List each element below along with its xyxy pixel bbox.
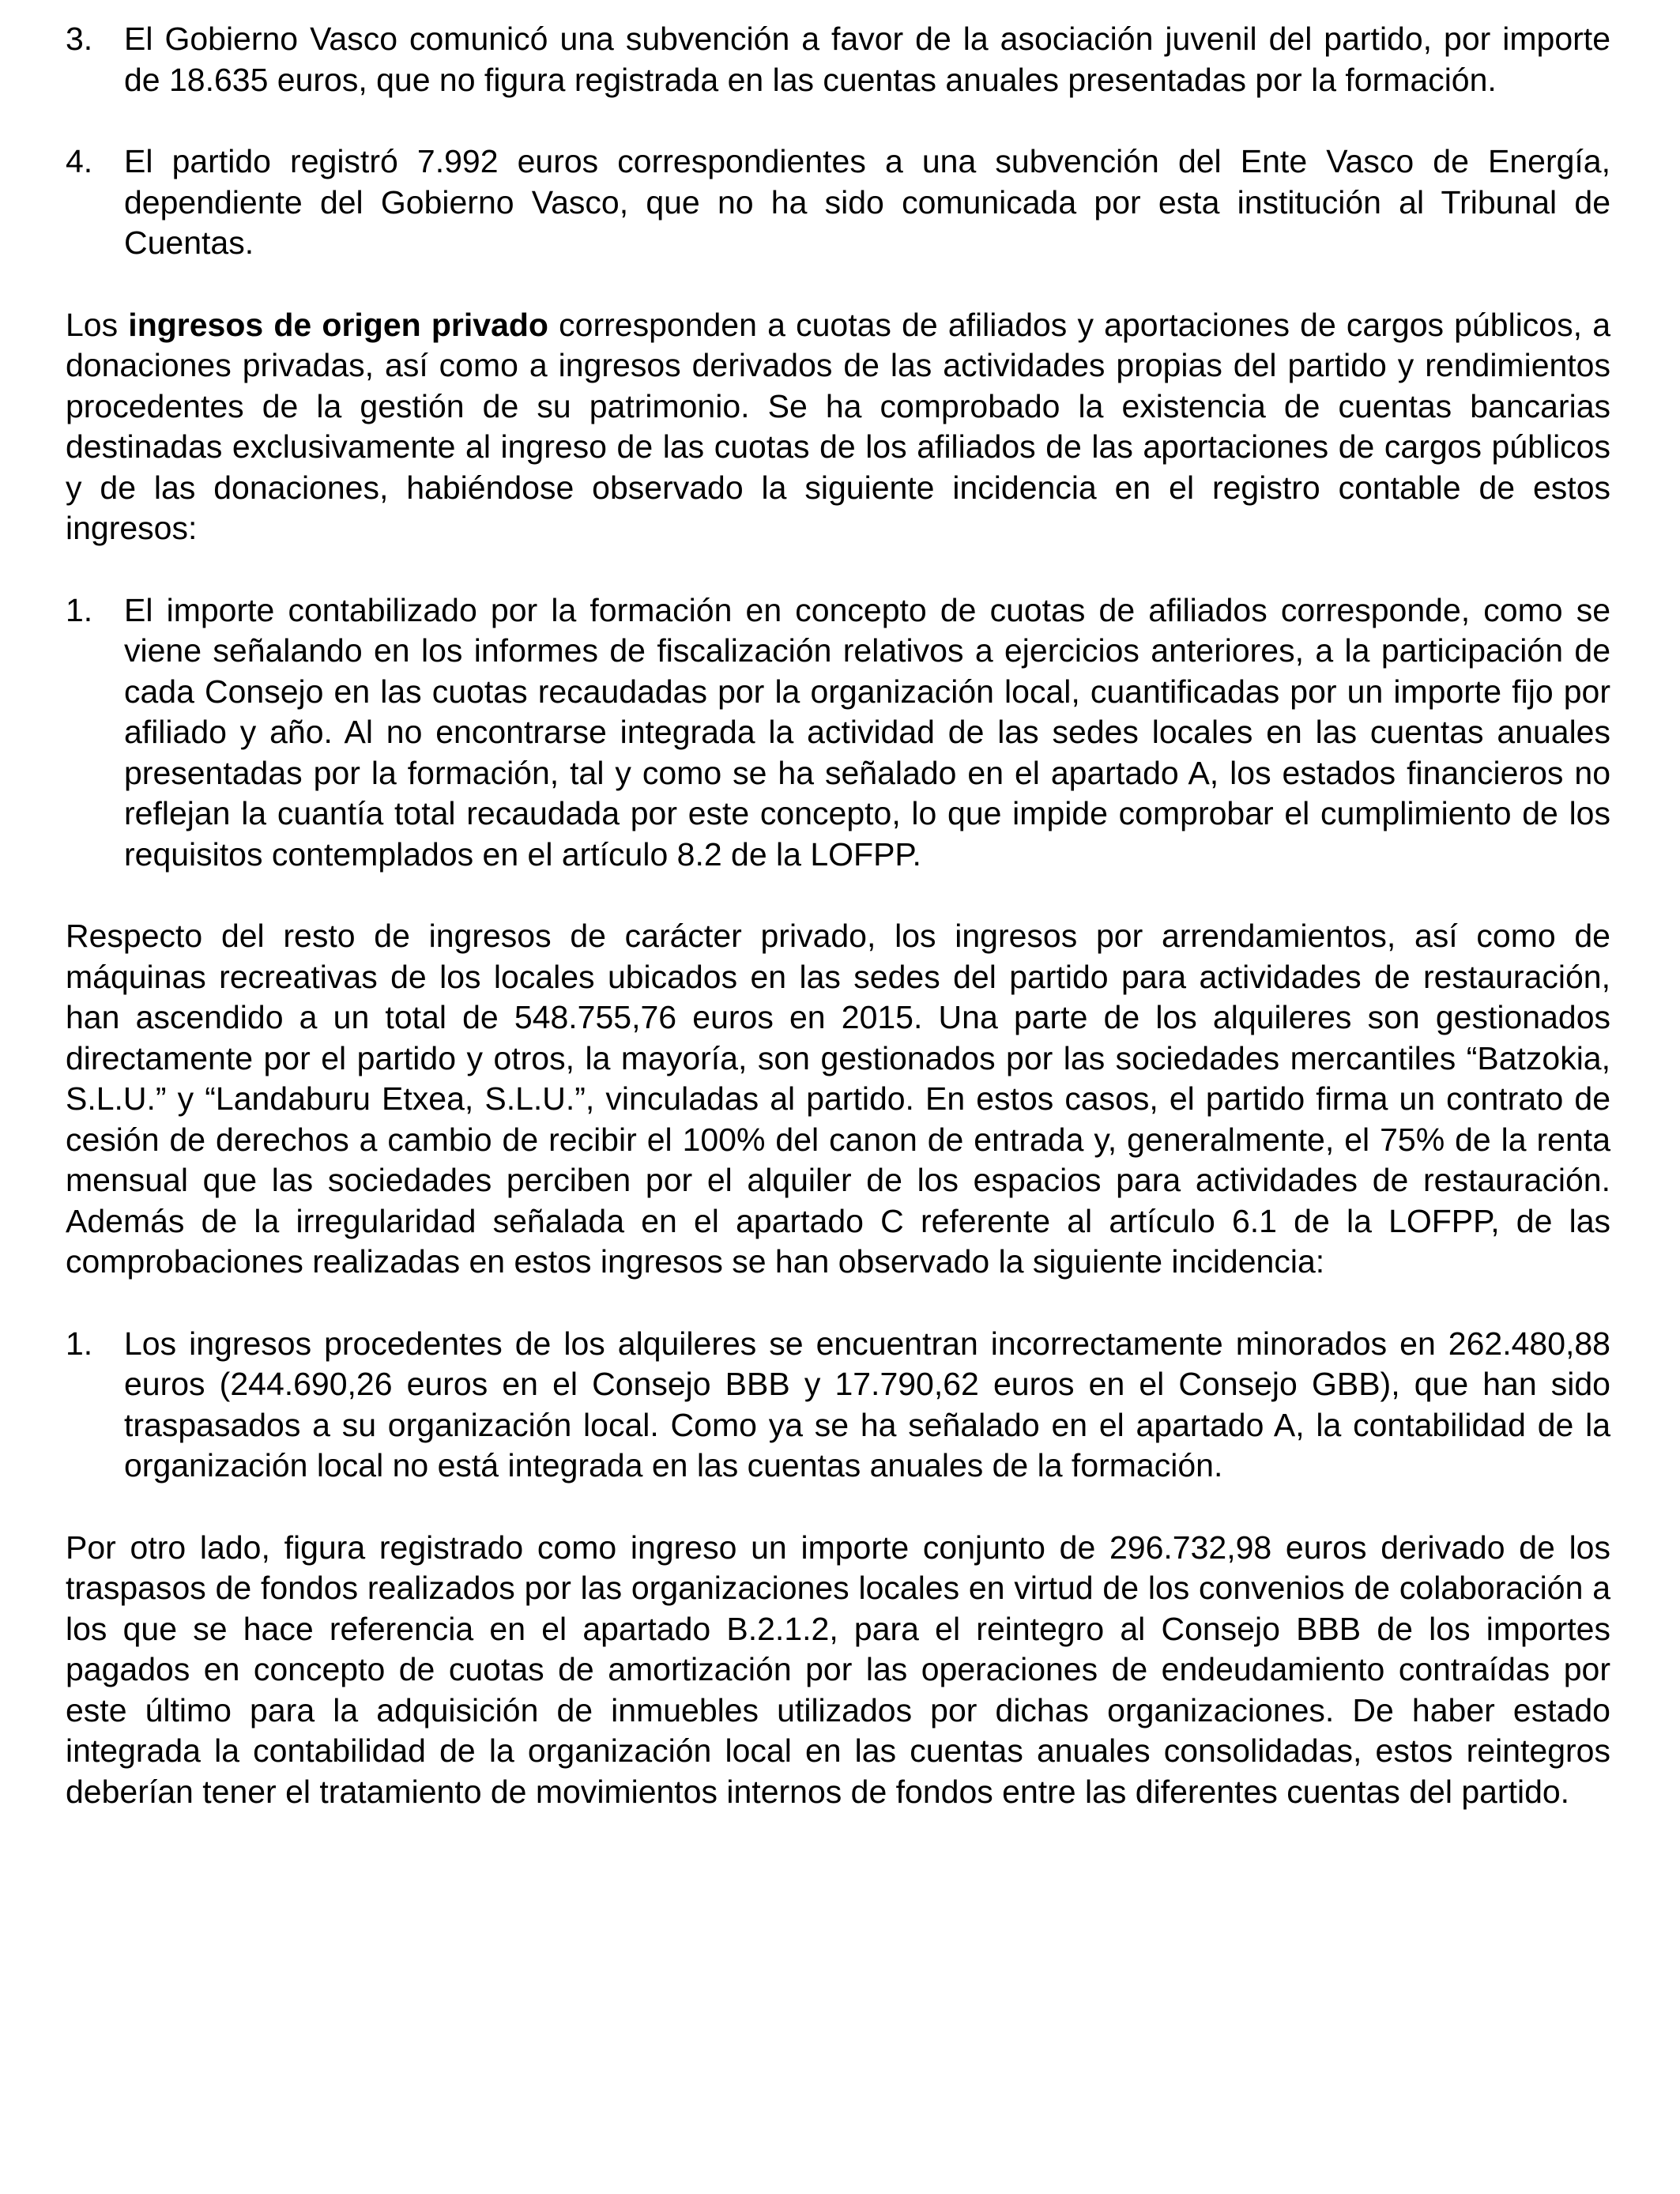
paragraph-text: corresponden a cuotas de afiliados y aportaciones de cargos públicos, a donaciones privadas, así como a ingresos derivados de las actividades propias del partido y rendimientos procedentes de la gestión de su patrimonio. Se ha comprobado la existencia de cuentas bancarias destinadas exclusivamente al ingreso de las cuotas de los afiliados de las aportaciones de cargos públicos y de las donaciones, habiéndose observado la siguiente incidencia en el registro contable de estos ingresos: [66,306,1610,546]
list-item-1-alquileres [66,1324,1610,1487]
spacer [66,100,1610,141]
spacer [66,549,1610,590]
list-item-text: El partido registró 7.992 euros correspondientes a una subvención del Ente Vasco de Energía, dependiente del Gobierno Vasco, que no ha sido comunicada por esta institución al Tribunal de Cuentas. [124,143,1610,261]
spacer [66,875,1610,916]
paragraph-traspasos [66,1528,1610,1813]
list-item-1-cuotas [66,590,1610,876]
spacer [66,1487,1610,1528]
paragraph-ingresos-privados [66,305,1610,549]
list-item-text: El Gobierno Vasco comunicó una subvención a favor de la asociación juvenil del partido, por importe de 18.635 euros, que no figura registrada en las cuentas anuales presentadas por la formación. [124,21,1610,98]
bold-term: ingresos de origen privado [128,306,548,343]
list-item-3 [66,19,1610,100]
document-page [66,19,1610,1812]
spacer [66,264,1610,305]
spacer [66,1283,1610,1324]
list-item-text: El importe contabilizado por la formación en concepto de cuotas de afiliados corresponde, como se viene señalando en los informes de fiscalización relativos a ejercicios anteriores, a la participación de cada Consejo en las cuotas recaudadas por la organización local, cuantificadas por un importe fijo por afiliado y año. Al no encontrarse integrada la actividad de las sedes locales en las cuentas anuales presentadas por la formación, tal y como se ha señalado en el apartado A, los estados financieros no reflejan la cuantía total recaudada por este concepto, lo que impide comprobar el cumplimiento de los requisitos contemplados en el artículo 8.2 de la LOFPP. [124,591,1610,873]
list-item-text: Los ingresos procedentes de los alquileres se encuentran incorrectamente minorados en 262.480,88 euros (244.690,26 euros en el Consejo BBB y 17.790,62 euros en el Consejo GBB), que han sido traspasados a su organización local. Como ya se ha señalado en el apartado A, la contabilidad de la organización local no está integrada en las cuentas anuales de la formación. [124,1325,1610,1483]
list-number: 4. [66,143,93,179]
list-number: 3. [66,21,93,57]
paragraph-text: Respecto del resto de ingresos de carácter privado, los ingresos por arrendamientos, así como de máquinas recreativas de los locales ubicados en las sedes del partido para actividades de restauración, han ascendido a un total de 548.755,76 euros en 2015. Una parte de los alquileres son gestionados directamente por el partido y otros, la mayoría, son gestionados por las sociedades mercantiles “Batzokia, S.L.U.” y “Landaburu Etxea, S.L.U.”, vinculadas al partido. En estos casos, el partido firma un contrato de cesión de derechos a cambio de recibir el 100% del canon de entrada y, generalmente, el 75% de la renta mensual que las sociedades perciben por el alquiler de los espacios para actividades de restauración. Además de la irregularidad señalada en el apartado C referente al artículo 6.1 de la LOFPP, de las comprobaciones realizadas en estos ingresos se han observado la siguiente incidencia: [66,918,1610,1280]
list-number: 1. [66,1325,93,1362]
list-number: 1. [66,591,93,628]
paragraph-text: Por otro lado, figura registrado como ingreso un importe conjunto de 296.732,98 euros derivado de los traspasos de fondos realizados por las organizaciones locales en virtud de los convenios de colaboración a los que se hace referencia en el apartado B.2.1.2, para el reintegro al Consejo BBB de los importes pagados en concepto de cuotas de amortización por las operaciones de endeudamiento contraídas por este último para la adquisición de inmuebles utilizados por dichas organizaciones. De haber estado integrada la contabilidad de la organización local en las cuentas anuales consolidadas, estos reintegros deberían tener el tratamiento de movimientos internos de fondos entre las diferentes cuentas del partido. [66,1529,1610,1810]
paragraph-lead: Los [66,306,129,343]
paragraph-arrendamientos [66,916,1610,1283]
list-item-4 [66,141,1610,264]
